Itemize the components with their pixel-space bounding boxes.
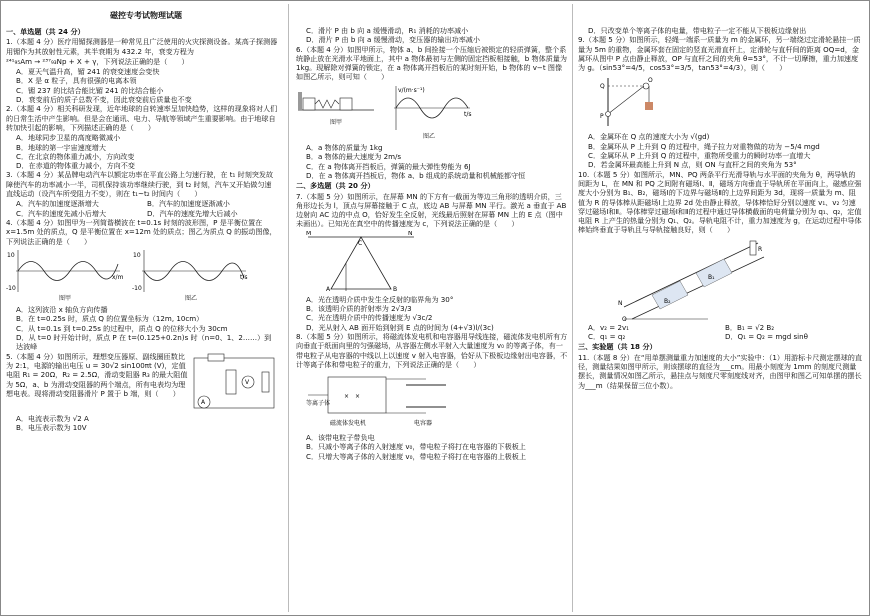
y-tick: -10 [132, 284, 142, 292]
spring-figure-jia [296, 84, 376, 141]
q6-option-a: A．a 物体的质量为 1kg [306, 143, 383, 153]
column-3 [578, 26, 862, 606]
q2-option-b: B．地球的第一宇宙速度增大 [16, 142, 106, 152]
q1-option-a: A．夏天气温升高，镅 241 的衰变速度会变快 [16, 67, 160, 77]
svg-text:Q: Q [622, 315, 627, 321]
svg-text:× ×: × × [344, 393, 361, 401]
q6-option-b: B．a 物体的最大速度为 2m/s [306, 152, 402, 162]
svg-text:C: C [358, 239, 363, 247]
rope [608, 86, 644, 114]
resistor-r [750, 241, 756, 255]
t-label: t/s [464, 110, 472, 118]
svg-text:P: P [600, 113, 604, 121]
q10-options-row [588, 323, 862, 332]
q1-option-d: D．衰变前后的质子总数不变，因此衰变前后质量也不变 [16, 95, 192, 105]
inclined-rails-svg [618, 237, 768, 321]
q7-option-d: D．光从射入 AB 面开始到射到 E 点的时间为 (4+√3)l/(3c) [306, 322, 494, 332]
svg-text:A: A [326, 285, 331, 293]
svg-text:N: N [408, 230, 413, 237]
question-10: 10.（本题 5 分）如图所示，MN、PQ 两条平行光滑导轨与水平面的夹角为 θ，两导轨的间距为 L，在 MN 和 PQ 之间附有磁场Ⅰ、Ⅱ，磁场方向垂直于导轨所在平面向上，磁感应强度大小分别为 B₁、B₂，磁场Ⅰ的下边界与磁场Ⅱ的上边界间距为 3d，现将一质量为 m、阻值为 R 的导体棒从距磁场Ⅰ上边界 2d 处由静止释放，导体棒恰好分别以速度 v₁、v₂ 匀速穿过磁场Ⅰ和Ⅱ。导体棒穿过磁场Ⅰ和Ⅱ的过程中通过导体横截面的电荷量分别为 q₁、q₂，定值电阻 R 上产生的热量分别为 Q₁、Q₂。导轨电阻不计，重力加速度为 g，在运动过程中导体棒始终垂直于导轨且与导轨接触良好，则（ ） [578, 169, 862, 235]
svg-text:Q: Q [600, 83, 605, 91]
generator-label: 磁流体发电机 [330, 420, 367, 428]
triangle-prism-svg [306, 231, 416, 293]
q10-option-c: C．q₁ = q₂ [588, 332, 626, 342]
question-6: 6.（本题 4 分）如图甲所示，物体 a、b 间拴接一个压缩后被锁定的轻质弹簧，整个系统静止放在光滑水平地面上，其中 a 物体最初与左侧的固定挡板相接触，b 物体质量为 1kg。现解除对弹簧的锁定，在 a 物体离开挡板后的某时刻开始，b 物体的 v−t 图像如图乙所示，则可知（ ） [296, 44, 567, 82]
q3-options-row [16, 199, 278, 208]
q4-option-b: B．在 t=0.25s 时，质点 Q 的位置坐标为（12m, 10cm） [16, 314, 204, 324]
question-4: 4.（本题 4 分）如图甲为一列简谐横波在 t=0.1s 时刻的波形图，P 是平衡位置在 x=1.5m 处的质点，Q 是平衡位置在 x=12m 处的质点；图乙为质点 Q 的振动图像，下列说法正确的是（ ） [6, 217, 277, 246]
q2-option-a: A．地球同步卫星的高度略微减小 [16, 133, 121, 143]
question-3: 3.（本题 4 分）某品牌电动汽车以额定功率在平直公路上匀速行驶，在 t₁ 时刻突发故障使汽车的功率减小一半，司机保持该功率继续行驶，到 t₂ 时刻，汽车又开始做匀速直线运动（设汽车所受阻力不变），则在 t₁~t₂ 时间内（ ） [6, 170, 274, 199]
q4-option-d: D．从 t=0 时开始计时，质点 P 在 t=(0.125+0.2n)s 时（n=0、1、2……）到达波峰 [16, 333, 272, 352]
q8-option-b: B．只减小等离子体的入射速度 v₀，带电粒子将打在电容器的下极板上 [306, 442, 526, 452]
column-divider [572, 4, 573, 612]
rail-pq [632, 257, 764, 319]
svg-text:A: A [201, 398, 206, 406]
figure-caption: 图乙 [422, 132, 435, 140]
q3-option-a: A．汽车的加速度逐渐增大 [16, 199, 99, 209]
q10-option-b: B．B₁ = √2 B₂ [725, 322, 775, 332]
q1-option-b: B．X 是 α 粒子，具有很强的电离本领 [16, 76, 137, 86]
q4-figures [6, 248, 278, 303]
q4-option-c: C．从 t=0.1s 到 t=0.25s 的过程中，质点 Q 的位移大小为 30cm [16, 323, 228, 333]
v-label: v/(m·s⁻¹) [398, 86, 425, 94]
question-11: 11.（本题 8 分）在“用单摆测量重力加速度的大小”实验中：（1）用游标卡尺测定摆球的直径，测量结果如图甲所示，则该摆球的直径为___cm。用最小刻度为 1mm 的刻度尺测量摆长，测量情况如图乙所示，悬挂点与刻度尺零刻度线对齐，由图甲和图乙可知单摆的摆长为___m（结果保留三位小数）。 [578, 352, 862, 390]
q5-option-d: D．滑片 P 由 b 向 a 缓慢滑动，变压器的输出功率减小 [306, 35, 480, 45]
block-b [340, 98, 352, 110]
section-heading: 一、单选题（共 24 分） [6, 27, 85, 36]
q5-option-c: C．滑片 P 由 b 向 a 缓慢滑动，R₁ 消耗的功率减小 [306, 26, 469, 35]
svg-text:B: B [393, 285, 398, 293]
x-label: x/m [112, 273, 124, 281]
vt-graph-svg [384, 84, 474, 132]
question-1-equation: ²⁴¹₉₅Am → ²³⁷₉₃Np + X + γ，下列说法正确的是（ ） [6, 56, 189, 66]
q1-option-c: C．镅 237 的比结合能比镅 241 的比结合能小 [16, 85, 164, 95]
svg-text:R: R [758, 245, 763, 253]
x-label: t/s [240, 273, 248, 281]
section-heading: 三、实验题（共 18 分） [578, 342, 657, 352]
question-7: 7.（本题 5 分）如图所示，在屏幕 MN 的下方有一截面为等边三角形的透明介质，三角形边长为 l，顶点与屏幕接触于 C 点，底边 AB 与屏幕 MN 平行。激光 a 垂直于 AB 边射向 AC 边的中点 O，恰好发生全反射，光线最后照射在屏幕 MN 上的 E 点（图中未画出）。已知光在真空中的传播速度为 c，下列说法正确的是（ ） [296, 191, 567, 229]
rail-mn [624, 243, 758, 307]
transformer-icon [226, 370, 236, 394]
mhd-generator-svg [306, 371, 456, 431]
q2-option-d: D．在赤道的物体重力减小，方向不变 [16, 161, 135, 171]
column-divider [288, 4, 289, 612]
q3-option-d: D．汽车的速度先增大后减小 [147, 208, 238, 218]
q5-option-b: B．电压表示数为 10V [16, 422, 87, 432]
q3-options-row [16, 209, 278, 218]
fixed-wall [298, 92, 302, 110]
question-9: 9.（本题 5 分）如图所示，轻绳一端系一质量为 m 的金属环，另一端绕过定滑轮悬挂一质量为 5m 的重物，金属环套在固定的竖直光滑直杆上，定滑轮与直杆间的距离 OQ=d，金属环从图中 P 点由静止释放，OP 与直杆之间的夹角 θ=53°，不计一切摩擦，重力加速度为 g。（sin53°=4/5，cos53°=3/5，tan53°=4/3），则（ ） [578, 35, 861, 73]
q8-option-a: A．该带电粒子带负电 [306, 433, 375, 443]
weight-block [645, 102, 653, 110]
q5-block [6, 352, 278, 414]
q10-option-a: A．v₂ = 2v₁ [588, 322, 629, 332]
plasma-label: 等离子体 [306, 400, 331, 408]
svg-text:M: M [306, 230, 312, 237]
svg-text:B₂: B₂ [664, 297, 671, 305]
y-tick: 10 [133, 251, 141, 259]
q2-option-c: C．在北京的物体重力减小，方向改变 [16, 151, 135, 161]
q7-option-a: A．光在透明介质中发生全反射的临界角为 30° [306, 294, 454, 304]
vt-figure-yi [384, 84, 474, 141]
wave-figure-yi [132, 248, 250, 303]
q9-option-d: D．若金属环最高能上升到 N 点，则 ON 与直杆之间的夹角为 53° [588, 160, 797, 170]
q3-option-b: B．汽车的加速度逐渐减小 [147, 199, 230, 209]
section-heading: 二、多选题（共 20 分） [296, 181, 375, 191]
q9-option-b: B．金属环从 P 上升到 Q 的过程中，绳子拉力对重物做的功为 −5/4 mgd [588, 141, 820, 151]
q8-option-d: D．只改变单个等离子体的电量，带电粒子一定不能从下极板边缘射出 [588, 26, 807, 35]
q7-option-c: C．光在透明介质中的传播速度为 √3c/2 [306, 313, 433, 323]
question-1: 1.（本题 4 分）医疗用镅探测器是一种常见且广泛使用的火灾探测设备。某高子探测器用镅作为其放射性元素，其半衰期为 432.2 年，衰变方程为 [6, 37, 278, 56]
q5-option-a: A．电流表示数为 √2 A [16, 413, 89, 423]
capacitor-label: 电容器 [414, 420, 433, 428]
wave-graph-svg [6, 248, 124, 294]
figure-caption: 图甲 [329, 118, 342, 126]
page-title: 磁控专考试物理试题 [110, 11, 182, 20]
q8-option-c: C．只增大等离子体的入射速度 v₀，带电粒子将打在电容器的上极板上 [306, 451, 526, 461]
q4-option-a: A．这列波沿 x 轴负方向传播 [16, 305, 108, 315]
resistor-r1 [208, 354, 224, 361]
svg-text:V: V [245, 378, 250, 386]
q9-option-c: C．金属环从 P 上升到 Q 的过程中，重物所受重力的瞬时功率一直增大 [588, 151, 811, 161]
column-1 [6, 26, 278, 606]
question-8: 8.（本题 5 分）如图所示，将磁流体发电机和电容器用导线连接，磁流体发电机所有方向垂直于纸面向里的匀强磁场，从容器左侧水平射入大量速度为 v₀ 的等离子体，有一带电粒子从电容器的中线以上以速度 v 射入电容器，恰好从下极板边缘射出电容器，不计等离子体和带电粒子的重力，下列说法正确的是（ ） [296, 331, 568, 369]
q6-figures [296, 84, 568, 141]
y-tick: -10 [6, 284, 16, 292]
q10-option-d: D．Q₁ = Q₂ = mgd sinθ [725, 332, 808, 342]
q9-option-a: A．金属环在 Q 点的速度大小为 √(gd) [588, 132, 710, 142]
svg-text:N: N [618, 299, 623, 307]
figure-caption: 图乙 [184, 294, 197, 302]
block-a [303, 98, 315, 110]
y-tick: 10 [7, 251, 15, 259]
q6-option-d: D．在 a 物体离开挡板后，物体 a、b 组成的系统动量和机械能都守恒 [306, 170, 526, 180]
pulley-ring-svg [598, 74, 668, 130]
figure-caption: 图甲 [58, 294, 71, 302]
magnetic-field-1 [696, 259, 732, 287]
svg-text:O: O [648, 77, 653, 85]
question-2: 2.（本题 4 分）相关科研发现，近年地球的自转速率呈加快趋势，这样的现象将对人们的日常生活中产生影响。但是会在通讯、电力、导航等领域产生重要影响。由于地球自转加快引起的影响，下列描述正确的是（ ） [6, 104, 278, 132]
svg-text:B₁: B₁ [708, 273, 715, 281]
vibration-graph-svg [132, 248, 250, 294]
column-2 [296, 26, 568, 606]
wave-figure-jia [6, 248, 124, 303]
transformer-circuit-svg [190, 352, 278, 414]
question-5: 5.（本题 4 分）如图所示，理想变压器原、副线圈匝数比为 2:1，电源的输出电压 u = 30√2 sin100πt (V)，定值电阻 R₁ = 20Ω，R₂ = 2.5Ω，滑动变阻器 R₃ 的最大阻值为 5Ω，a、b 为滑动变阻器的两个端点，所有电表均为理想电表。现将滑动变阻器滑片 P 置于 b 端，则（ ） [6, 351, 188, 398]
q7-option-b: B．该透明介质的折射率为 2√3/3 [306, 304, 412, 314]
q6-option-c: C．在 a 物体离开挡板后，弹簧的最大弹性势能为 6J [306, 161, 471, 171]
metal-ring [606, 112, 611, 117]
rheostat-r3 [262, 372, 269, 392]
spring-system-svg [296, 84, 376, 118]
q3-option-c: C．汽车的速度先减小后增大 [16, 208, 107, 218]
q10-options-row [588, 332, 862, 341]
spring-icon [315, 100, 339, 108]
